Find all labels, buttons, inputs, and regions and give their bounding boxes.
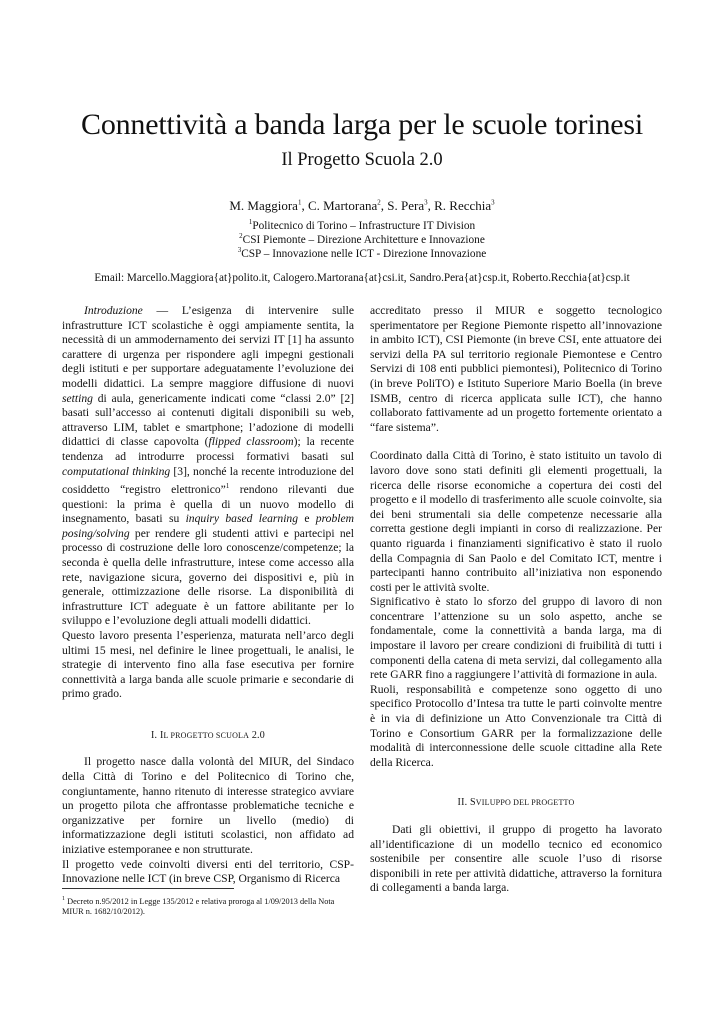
author-name: C. Martorana bbox=[307, 198, 378, 213]
section-title-tail: 2.0 bbox=[249, 729, 265, 741]
section-heading bbox=[370, 796, 662, 811]
body-paragraph: Il progetto nasce dalla volontà del MIUR, del Sindaco della Città di Torino e del Politecnico di Torino che, congiuntamente, hanno ritenuto di interesse strategico avviare un progetto pilota che affrontasse problematiche tecniche e organizzative per fornire un livello (medio) di informatizzazione degli istituti scolastici, non affidato ad iniziative estemporanee e non strutturate. bbox=[62, 755, 354, 857]
affiliation-mark: 2 bbox=[239, 232, 243, 240]
author-separator: , bbox=[301, 198, 308, 213]
section-title: VILUPPO DEL PROGETTO bbox=[475, 798, 575, 808]
section-title: L PROGETTO SCUOLA bbox=[163, 730, 250, 740]
affiliation-mark: 3 bbox=[237, 246, 242, 254]
intro-term-setting: setting bbox=[62, 391, 93, 405]
author-affiliation-mark: 1 bbox=[297, 198, 302, 207]
section-heading bbox=[62, 729, 354, 744]
body-paragraph: Ruoli, responsabilità e competenze sono oggetto di uno specifico Protocollo d’Intesa tra tutte le parti coinvolte mentre è in via di definizione un Atto Convenzionale tra Città di Torino e Consortium GARR per la formalizzazione delle modalità di interconnessione delle scuole cittadine alla Rete della Ricerca. bbox=[370, 682, 662, 769]
intro-text: di aula, genericamente indicati come “classi 2.0” [2] basati sull’accesso ai contenuti digitali disponibili su web, attraverso LIM, tablet e smartphone; l’adozione di modelli didattici di classe capovolta ( bbox=[62, 391, 354, 449]
intro-term-ibl: inquiry based learning bbox=[185, 512, 299, 526]
right-column bbox=[370, 304, 662, 896]
affiliation-text: Politecnico di Torino – Infrastructure IT Division bbox=[252, 219, 476, 232]
affiliation bbox=[0, 232, 724, 246]
author-affiliation-mark: 2 bbox=[377, 198, 381, 207]
intro-text: rendono rilevanti due questioni: la prima è quella di un nuovo modello di insegnamento, basati su bbox=[62, 482, 355, 526]
intro-text: e bbox=[298, 512, 316, 526]
body-paragraph: Significativo è stato lo sforzo del gruppo di lavoro di non concentrare l’attenzione su un solo aspetto, anche se fondamentale, come la connettività a banda larga, ma di impostare il lavoro per creare condizioni di fruibilità di tutti i componenti della catena di meta servizi, dal collegamento alla rete GARR fino a raggiungere l’attività di formazione in aula. bbox=[370, 595, 662, 682]
footnote-mark: 1 bbox=[62, 896, 65, 902]
footnote-separator bbox=[62, 888, 234, 889]
intro-term-pps: problem posing/solving bbox=[62, 512, 355, 540]
author-name: S. Pera bbox=[387, 198, 425, 213]
paper-subtitle: Il Progetto Scuola 2.0 bbox=[281, 150, 443, 170]
affiliation-text: CSP – Innovazione nelle ICT - Direzione Innovazione bbox=[241, 247, 487, 260]
footnote bbox=[62, 894, 352, 918]
section-number: II. S bbox=[457, 797, 476, 809]
body-paragraph: accreditato presso il MIUR e soggetto tecnologico sperimentatore per Regione Piemonte rispetto all’innovazione in ambito ICT), CSI Piemonte (in breve CSI, ente attuatore dei servizi della PA sul territorio regionale Piemontese e Centro Servizi di 108 enti pubblici piemontesi), Politecnico di Torino (in breve PoliTO) e Istituto Superiore Mario Boella (in breve ISMB, centro di ricerca applicata sulle ICT), che hanno collaborato fattivamente ad un progetto fortemente orientato a “fare sistema”. bbox=[370, 304, 662, 434]
left-column bbox=[62, 304, 354, 887]
body-paragraph: Dati gli obiettivi, il gruppo di progetto ha lavorato all’identificazione di un modello tecnico ed economico sostenibile per consentire alle scuole l’uso di risorse disponibili in rete per attività didattiche, attraverso la fornitura di collegamenti a banda larga. bbox=[370, 823, 662, 895]
footnote-ref: 1 bbox=[225, 482, 230, 491]
affiliation bbox=[0, 218, 724, 232]
author-affiliation-mark: 3 bbox=[424, 198, 428, 207]
intro-text: [3], nonché la recente introduzione del cosiddetto “registro elettronico” bbox=[62, 464, 354, 496]
author-separator: , bbox=[427, 198, 435, 213]
affiliation bbox=[0, 246, 724, 260]
author-separator: , bbox=[380, 198, 388, 213]
intro-term-ct: computational thinking bbox=[62, 464, 171, 478]
footnote-text: Decreto n.95/2012 in Legge 135/2012 e relativa proroga al 1/09/2013 della Nota MIUR n. 1682/10/2012). bbox=[62, 896, 335, 917]
body-paragraph: Il progetto vede coinvolti diversi enti del territorio, CSP-Innovazione nelle ICT (in breve CSP, Organismo di Ricerca bbox=[62, 857, 354, 886]
intro-text: ); la recente tendenza ad introdurre processi formativi basati sul bbox=[62, 435, 354, 463]
affiliation-text: CSI Piemonte – Direzione Architetture e Innovazione bbox=[242, 233, 485, 246]
author-emails: Email: Marcello.Maggiora{at}polito.it, Calogero.Martorana{at}csi.it, Sandro.Pera{at}csp.it, Roberto.Recchia{at}csp.it bbox=[94, 272, 630, 284]
intro-label: Introduzione bbox=[84, 304, 143, 317]
affiliation-mark: 1 bbox=[248, 218, 253, 226]
author-name: M. Maggiora bbox=[229, 198, 298, 213]
section-number: I. I bbox=[151, 729, 164, 741]
body-paragraph: Questo lavoro presenta l’esperienza, maturata nell’arco degli ultimi 15 mesi, nel definire le linee progettuali, le analisi, le strategie di intervento fino alla fase esecutiva per fornire connettività a larga banda alle scuole primarie e secondarie di primo grado. bbox=[62, 628, 354, 701]
paper-title: Connettività a banda larga per le scuole torinesi bbox=[81, 108, 643, 141]
intro-text: per rendere gli studenti attivi e partecipi nel processo di costruzione delle loro conoscenze/competenze; la seconda è quella delle infrastrutture, intese come accesso alla rete, navigazione sicura, governo dei dispositivi e, più in generale, ottimizzazione delle risorse. La disponibilità di infrastrutture ICT adeguate è un fattore abilitante per lo sviluppo e l’evoluzione degli attuali modelli didattici. bbox=[62, 526, 354, 628]
intro-term-flipped: flipped classroom bbox=[208, 435, 294, 449]
body-paragraph: Coordinato dalla Città di Torino, è stato istituito un tavolo di lavoro dove sono stati definiti gli elementi progettuali, la ricerca delle risorse economiche a copertura dei costi del progetto e il modello di trasferimento alle scuole coinvolte, sia dei beni strumentali sia delle competenze necessarie alla corretta gestione degli impianti in corso di realizzazione. Per quanto riguarda i finanziamenti significativo è stato il ruolo della Compagnia di San Paolo e del Comitato ICT, mentre i partecipanti hanno contribuito all’iniziativa non esponendo costi per le attività svolte. bbox=[370, 449, 662, 594]
introduction-paragraph bbox=[62, 304, 354, 629]
author-affiliation-mark: 3 bbox=[491, 198, 495, 207]
intro-text: — L’esigenza di intervenire sulle infrastrutture ICT scolastiche è oggi ampiamente sentita, la necessità di un ammodernamento dei servizi IT [1] ha assunto carattere di urgenza per rispondere agli impegni gestionali degli istituti e per supportare adeguatamente l’evoluzione dei modelli didattici. La sempre maggiore diffusione di nuovi bbox=[62, 304, 354, 390]
author-name: R. Recchia bbox=[434, 198, 492, 213]
author-list bbox=[0, 198, 724, 214]
